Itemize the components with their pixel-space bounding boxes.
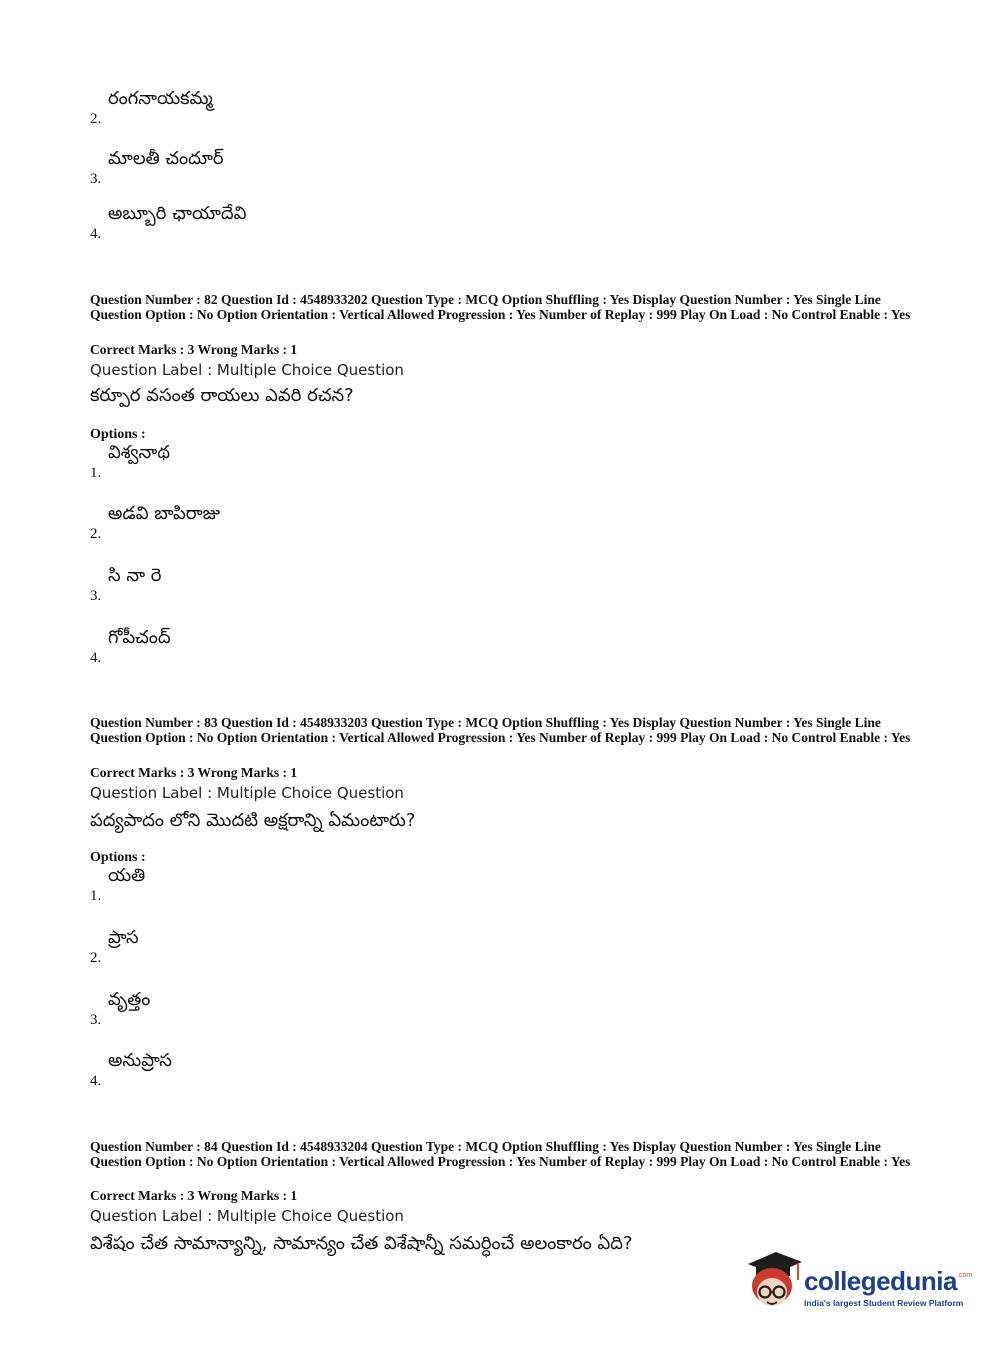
- question-meta: Question Number : 84 Question Id : 4548933204 Question Type : MCQ Option Shuffling : Yes Display Question Number : Yes Single Line Question Option : No Option Orientation : Vertical Allowed Progression : Yes Number of Replay : 999 Play On Load : No Control Enable : Yes: [90, 1139, 911, 1169]
- question-marks: Correct Marks : 3 Wrong Marks : 1: [90, 1188, 298, 1203]
- question-marks: Correct Marks : 3 Wrong Marks : 1: [90, 342, 298, 357]
- option-number: 3.: [90, 171, 102, 187]
- logo-suffix: .com: [957, 1272, 973, 1279]
- option-text: సి నా రె: [108, 565, 162, 586]
- option-number: 4.: [90, 650, 102, 666]
- option-text: అడవి బాపిరాజు: [108, 503, 221, 524]
- question-marks: Correct Marks : 3 Wrong Marks : 1: [90, 765, 298, 780]
- question-label: Question Label : Multiple Choice Question: [90, 784, 404, 802]
- question-text: పద్యపాదం లోని మొదటి అక్షరాన్ని ఏమంటారు?: [90, 810, 416, 831]
- question-label: Question Label : Multiple Choice Question: [90, 361, 404, 379]
- option-text: వృత్తం: [108, 989, 151, 1010]
- option-number: 2.: [90, 950, 102, 966]
- option-text: రంగనాయకమ్మ: [108, 88, 213, 109]
- option-number: 2.: [90, 111, 102, 127]
- option-number: 4.: [90, 1073, 102, 1089]
- question-meta: Question Number : 82 Question Id : 4548933202 Question Type : MCQ Option Shuffling : Yes Display Question Number : Yes Single Line Question Option : No Option Orientation : Vertical Allowed Progression : Yes Number of Replay : 999 Play On Load : No Control Enable : Yes: [90, 292, 911, 322]
- options-heading: Options :: [90, 850, 146, 865]
- option-text: మాలతీ చందూర్: [108, 148, 224, 169]
- option-number: 3.: [90, 1012, 102, 1028]
- logo-tagline: India's largest Student Review Platform: [804, 1298, 964, 1308]
- question-label: Question Label : Multiple Choice Question: [90, 1207, 404, 1225]
- option-number: 1.: [90, 888, 102, 904]
- collegedunia-logo: [742, 1248, 972, 1318]
- question-text: కర్పూర వసంత రాయలు ఎవరి రచన?: [90, 385, 354, 406]
- question-text: విశేషం చేత సామాన్యాన్ని, సామాన్యం చేత విశేషాన్నీ సమర్ధించే అలంకారం ఏది?: [90, 1233, 633, 1254]
- question-meta: Question Number : 83 Question Id : 4548933203 Question Type : MCQ Option Shuffling : Yes Display Question Number : Yes Single Line Question Option : No Option Orientation : Vertical Allowed Progression : Yes Number of Replay : 999 Play On Load : No Control Enable : Yes: [90, 715, 911, 745]
- student-mascot-icon: [742, 1248, 802, 1314]
- option-text: విశ్వనాథ: [108, 442, 170, 463]
- option-number: 3.: [90, 588, 102, 604]
- logo-wordmark: collegedunia: [804, 1266, 957, 1296]
- option-text: అబ్బూరి ఛాయాదేవి: [108, 203, 247, 224]
- option-number: 2.: [90, 526, 102, 542]
- option-text: అనుప్రాస: [108, 1050, 172, 1071]
- options-heading: Options :: [90, 427, 146, 442]
- option-text: ప్రాస: [108, 927, 139, 948]
- option-text: యతి: [108, 865, 146, 886]
- option-text: గోపీచంద్: [108, 627, 171, 648]
- option-number: 4.: [90, 226, 102, 242]
- option-number: 1.: [90, 465, 102, 481]
